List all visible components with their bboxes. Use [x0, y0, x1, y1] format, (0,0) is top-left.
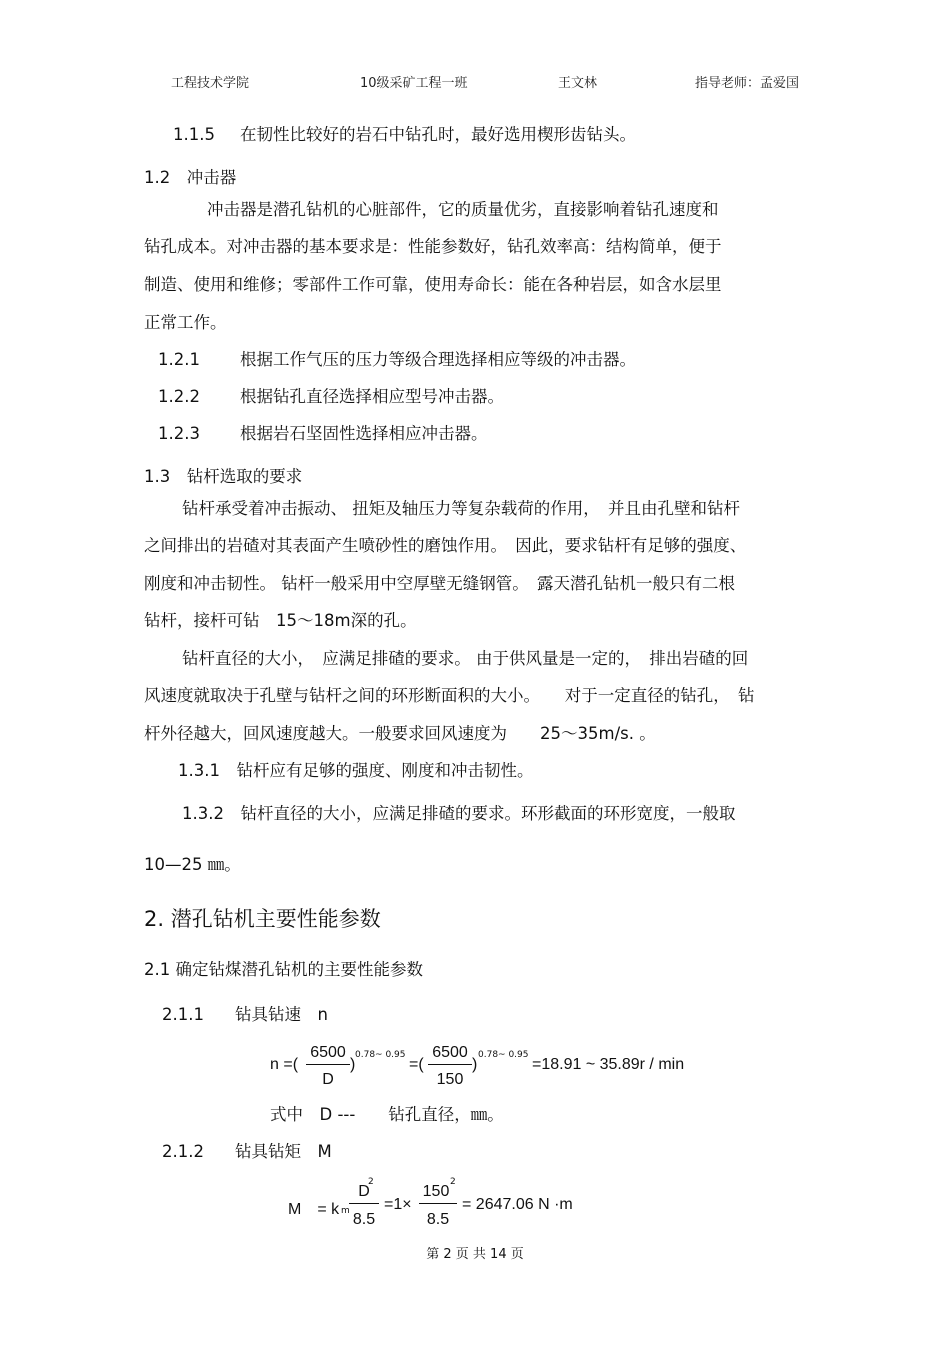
formula-n-numerator-1: 6500	[310, 1044, 346, 1061]
paragraph-line: 钻孔成本。对冲击器的基本要求是：性能参数好，钻孔效率高：结构简单，便于	[144, 237, 722, 256]
paragraph-line: 制造、使用和维修；零部件工作可靠，使用寿命长：能在各种岩层，如含水层里	[144, 275, 722, 294]
section-1-2-3-text: 根据岩石坚固性选择相应冲击器。	[240, 424, 488, 443]
fraction-bar	[419, 1203, 457, 1204]
formula-m-exponent-1: 2	[368, 1177, 374, 1187]
header-advisor: 指导老师：孟爱国	[695, 76, 800, 91]
paragraph-line: 风速度就取决于孔壁与钻杆之间的环形断面积的大小。 对于一定直径的钻孔， 钻	[144, 686, 755, 705]
formula-m-denominator-2: 8.5	[426, 1211, 450, 1228]
formula-m-exponent-2: 2	[450, 1177, 456, 1187]
formula-m-numerator-1: D	[358, 1183, 370, 1200]
paragraph-line: 钻杆，接杆可钻 15～18m深的孔。	[144, 611, 417, 630]
section-2-1-1-number: 2.1.1	[162, 1005, 204, 1024]
formula-n-close-2: )	[472, 1056, 478, 1073]
section-1-1-5-number: 1.1.5	[173, 125, 215, 144]
formula-n-exponent-1: 0.78~ 0.95	[355, 1050, 406, 1060]
section-1-2-title: 1.2 冲击器	[144, 168, 237, 187]
section-2-1-1-text: 钻具钻速 n	[235, 1005, 328, 1024]
formula-n-where: 式中 D --- 钻孔直径，㎜。	[270, 1105, 504, 1124]
formula-m-denominator-1: 8.5	[352, 1211, 376, 1228]
formula-n-equals: =(	[409, 1056, 424, 1073]
chapter-2-title: 2. 潜孔钻机主要性能参数	[144, 907, 381, 931]
formula-n-numerator-2: 6500	[432, 1044, 468, 1061]
section-2-1-2-number: 2.1.2	[162, 1142, 204, 1161]
section-1-3-2: 1.3.2 钻杆直径的大小，应满足排碴的要求。环形截面的环形宽度，一般取	[182, 804, 736, 823]
formula-m-subscript: m	[341, 1206, 350, 1216]
section-2-1-2-text: 钻具钻矩 M	[235, 1142, 332, 1161]
section-2-1-title: 2.1 确定钻煤潜孔钻机的主要性能参数	[144, 960, 423, 979]
formula-m-lhs: M = k	[288, 1201, 340, 1218]
fraction-bar	[306, 1064, 350, 1065]
section-1-1-5-text: 在韧性比较好的岩石中钻孔时，最好选用楔形齿钻头。	[240, 125, 636, 144]
paragraph-line: 杆外径越大，回风速度越大。一般要求回风速度为 25～35m/s. 。	[144, 724, 656, 743]
formula-m-result: = 2647.06 N ·m	[462, 1196, 573, 1213]
section-1-2-1-number: 1.2.1	[158, 350, 200, 369]
formula-n-denominator-2: 150	[436, 1071, 464, 1088]
formula-n-denominator-1: D	[322, 1071, 334, 1088]
page-number-footer: 第 2 页 共 14 页	[426, 1247, 524, 1262]
paragraph-line: 之间排出的岩碴对其表面产生喷砂性的磨蚀作用。 因此，要求钻杆有足够的强度、	[144, 536, 747, 555]
formula-m-numerator-2: 150	[422, 1183, 450, 1200]
section-1-3-title: 1.3 钻杆选取的要求	[144, 467, 303, 486]
formula-n-close-1: )	[350, 1056, 356, 1073]
fraction-bar	[428, 1064, 472, 1065]
formula-n-result: =18.91 ~ 35.89r / min	[532, 1056, 685, 1073]
paragraph-line: 正常工作。	[144, 313, 227, 332]
section-1-3-1: 1.3.1 钻杆应有足够的强度、刚度和冲击韧性。	[178, 761, 534, 780]
paragraph-line: 钻杆直径的大小， 应满足排碴的要求。 由于供风量是一定的， 排出岩碴的回	[182, 649, 749, 668]
section-1-2-1-text: 根据工作气压的压力等级合理选择相应等级的冲击器。	[240, 350, 636, 369]
section-1-2-2-text: 根据钻孔直径选择相应型号冲击器。	[240, 387, 504, 406]
section-1-2-2-number: 1.2.2	[158, 387, 200, 406]
formula-m-mid: =1×	[384, 1196, 412, 1213]
paragraph-line: 钻杆承受着冲击振动、 扭矩及轴压力等复杂载荷的作用， 并且由孔壁和钻杆	[182, 499, 740, 518]
fraction-bar	[349, 1203, 379, 1204]
formula-n-lhs: n =(	[270, 1056, 299, 1073]
header-college: 工程技术学院	[171, 76, 250, 91]
paragraph-line: 冲击器是潜孔钻机的心脏部件，它的质量优劣，直接影响着钻孔速度和	[207, 200, 719, 219]
section-1-3-2-continuation: 10—25 ㎜。	[144, 855, 241, 874]
section-1-2-3-number: 1.2.3	[158, 424, 200, 443]
header-class: 10级采矿工程一班	[360, 76, 468, 91]
header-name: 王文林	[558, 76, 598, 91]
paragraph-line: 刚度和冲击韧性。 钻杆一般采用中空厚壁无缝钢管。 露天潜孔钻机一般只有二根	[144, 574, 735, 593]
formula-n-exponent-2: 0.78~ 0.95	[478, 1050, 529, 1060]
